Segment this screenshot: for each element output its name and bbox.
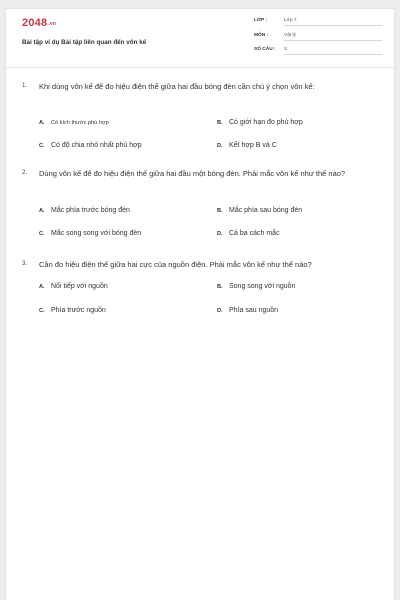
option-text: Mắc phía sau bóng đèn (229, 207, 303, 214)
option-letter: C. (39, 231, 45, 237)
option-letter: A. (39, 284, 45, 290)
option-text: Nối tiếp với nguồn (51, 283, 108, 290)
option-text: Có kích thước phù hợp (51, 120, 109, 126)
option-letter: D. (217, 308, 223, 314)
option-text: Phía sau nguồn (229, 307, 279, 314)
meta-subject-value: Vật lý (284, 33, 382, 41)
option-b[interactable] (217, 207, 302, 214)
option-letter: B. (217, 208, 223, 214)
option-text: Có giới hạn đo phù hợp (229, 119, 303, 126)
site-logo[interactable] (22, 17, 56, 29)
option-a[interactable] (39, 283, 108, 290)
option-d[interactable] (217, 307, 278, 314)
header-divider (6, 67, 394, 68)
option-b[interactable] (217, 283, 295, 290)
option-letter: B. (217, 284, 223, 290)
question-number: 1. (22, 82, 28, 89)
meta-count-row (254, 47, 382, 57)
logo-main: 2048 (22, 17, 48, 29)
meta-count-label: SỐ CÂU : (254, 47, 276, 52)
question-text: Dùng vôn kế để đo hiệu điện thế giữa hai đầu một bóng đèn. Phải mắc vôn kế như thế nào? (39, 169, 346, 178)
option-letter: C. (39, 308, 45, 314)
option-letter: B. (217, 120, 223, 126)
meta-subject-row (254, 33, 382, 43)
option-text: Phía trước nguồn (51, 307, 106, 314)
option-c[interactable] (39, 142, 142, 149)
option-letter: A. (39, 120, 45, 126)
option-text: Song song với nguồn (229, 283, 296, 290)
worksheet-title: Bài tập ví dụ Bài tập liên quan đến vôn kế (22, 39, 147, 46)
option-text: Mắc song song với bóng đèn (51, 230, 142, 237)
option-letter: C. (39, 143, 45, 149)
meta-class-label: LỚP : (254, 18, 268, 23)
worksheet-header (6, 9, 394, 67)
meta-class-row (254, 18, 382, 28)
option-letter: A. (39, 208, 45, 214)
worksheet-page (5, 8, 395, 600)
option-letter: D. (217, 231, 223, 237)
meta-class-value: Lớp 7 (284, 18, 382, 26)
option-c[interactable] (39, 230, 141, 237)
option-text: Cả ba cách mắc (229, 230, 280, 237)
logo-domain: .vn (48, 21, 57, 27)
option-d[interactable] (217, 142, 277, 149)
option-b[interactable] (217, 119, 303, 126)
option-a[interactable] (39, 119, 109, 126)
option-letter: D. (217, 143, 223, 149)
option-text: Có độ chia nhỏ nhất phù hợp (51, 142, 142, 149)
option-a[interactable] (39, 207, 130, 214)
meta-count-value: 3 (284, 47, 382, 55)
question-text: Cần đo hiệu điện thế giữa hai cực của nguồn điện. Phải mắc vôn kế như thế nào? (39, 260, 312, 269)
option-d[interactable] (217, 230, 280, 237)
question-text: Khi dùng vôn kế để đo hiệu điện thế giữa hai đầu bóng đèn cần chú ý chọn vôn kế: (39, 82, 315, 91)
question-number: 3. (22, 260, 28, 267)
meta-subject-label: MÔN : (254, 33, 269, 38)
option-c[interactable] (39, 307, 106, 314)
option-text: Mắc phía trước bóng đèn (51, 207, 130, 214)
option-text: Kết hợp B và C (229, 142, 277, 149)
question-number: 2. (22, 169, 28, 176)
